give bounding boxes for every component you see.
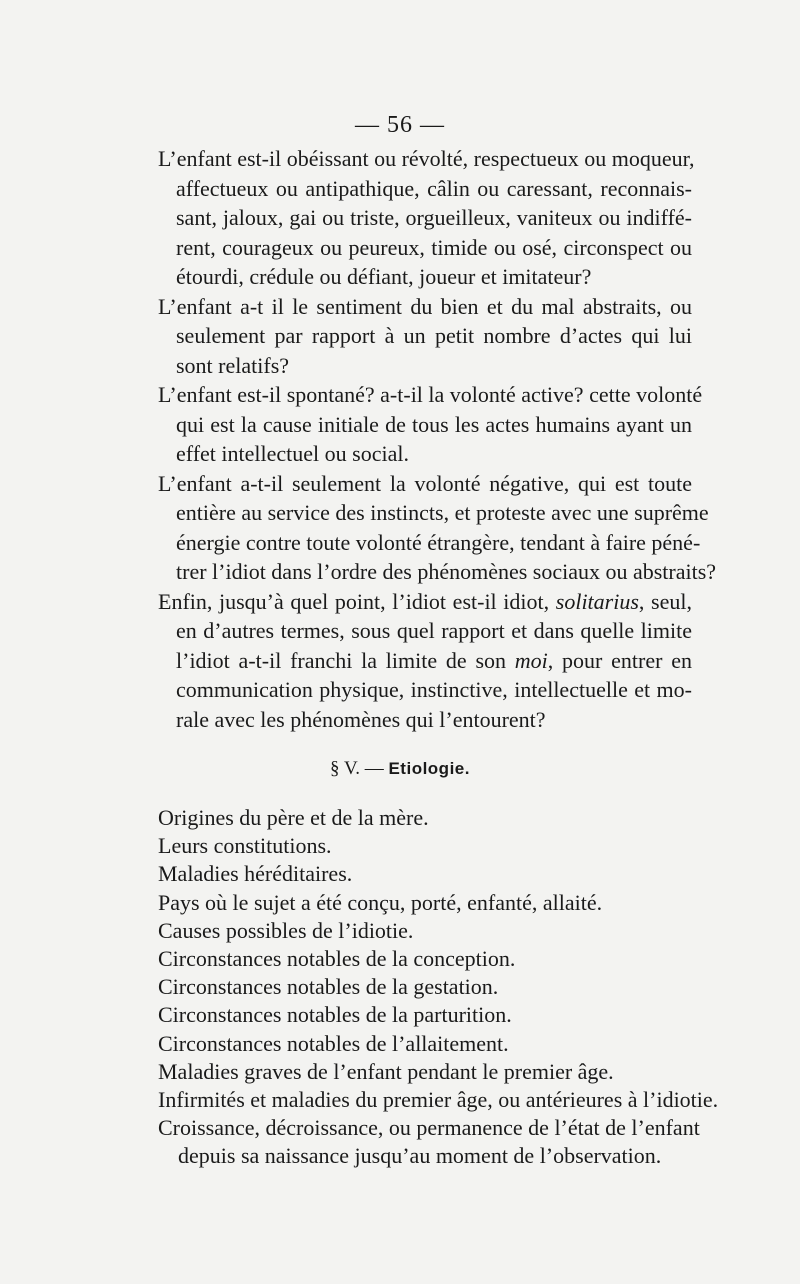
text-line: effet intellectuel ou social. — [176, 441, 409, 466]
paragraph — [158, 469, 717, 587]
text-line: étourdi, crédule ou défiant, joueur et imitateur? — [176, 264, 592, 289]
text-line: sant, jaloux, gai ou triste, orgueilleux, vaniteux ou indiffé- — [176, 205, 692, 230]
section-title: Etiologie. — [388, 759, 470, 778]
italic-word: moi — [514, 647, 548, 673]
text-line: rent, courageux ou peureux, timide ou osé, circonspect ou — [176, 234, 692, 260]
list-item: Causes possibles de l’idiotie. — [158, 917, 414, 943]
paragraph — [158, 380, 703, 469]
text-line: L’enfant a-t-il seulement la volonté négative, qui est toute — [158, 470, 692, 496]
list-item: Croissance, décroissance, ou permanence de l’état de l’enfant — [158, 1115, 700, 1141]
text-line: L’enfant est-il obéissant ou révolté, respectueux ou moqueur, — [158, 146, 695, 171]
text-line — [158, 587, 692, 617]
list-item: Circonstances notables de la gestation. — [158, 974, 499, 1000]
text-line: qui est la cause initiale de tous les actes humains ayant un — [176, 411, 692, 437]
text-line: rale avec les phénomènes qui l’entourent? — [176, 706, 546, 732]
list-item: Maladies héréditaires. — [158, 861, 353, 887]
list-item: Pays où le sujet a été conçu, porté, enfanté, allaité. — [158, 889, 603, 915]
text-line: en d’autres termes, sous quel rapport et dans quelle limite — [176, 618, 692, 643]
text-segment: , seul, — [638, 588, 692, 614]
list-item: Maladies graves de l’enfant pendant le premier âge. — [158, 1058, 614, 1084]
paragraph — [158, 144, 695, 292]
paragraph — [158, 587, 692, 735]
list-item: depuis sa naissance jusqu’au moment de l’observation. — [178, 1143, 662, 1169]
text-line: communication physique, instinctive, intellectuelle et mo- — [176, 677, 692, 702]
section-heading — [0, 758, 800, 780]
list-item: Circonstances notables de la parturition. — [158, 1002, 512, 1028]
text-line: L’enfant a-t il le sentiment du bien et du mal abstraits, ou — [158, 293, 692, 319]
text-line: affectueux ou antipathique, câlin ou caressant, reconnais- — [176, 175, 692, 201]
list-item: Infirmités et maladies du premier âge, ou antérieures à l’idiotie. — [158, 1087, 719, 1113]
list-item: Origines du père et de la mère. — [158, 805, 429, 830]
list-item: Circonstances notables de la conception. — [158, 946, 516, 972]
page-number: — 56 — — [355, 112, 445, 138]
text-line: seulement par rapport à un petit nombre d’actes qui lui — [176, 323, 692, 348]
text-segment: , pour entrer en — [547, 647, 692, 673]
text-line: énergie contre toute volonté étrangère, tendant à faire péné- — [176, 529, 701, 555]
italic-word: solitarius — [555, 588, 639, 614]
section-mark: § V. — — [330, 758, 384, 779]
list-item: Leurs constitutions. — [158, 833, 332, 859]
text-line: trer l’idiot dans l’ordre des phénomènes sociaux ou abstraits? — [176, 559, 717, 584]
body-text — [158, 144, 717, 734]
text-line: entière au service des instincts, et proteste avec une suprême — [176, 500, 709, 525]
etiology-list — [158, 804, 719, 1171]
list-item: Circonstances notables de l’allaitement. — [158, 1030, 509, 1056]
text-segment: Enfin, jusqu’à quel point, l’idiot est-il idiot, — [158, 588, 556, 614]
text-line: L’enfant est-il spontané? a-t-il la volonté active? cette volonté — [158, 382, 703, 407]
text-line: sont relatifs? — [176, 352, 290, 378]
text-segment: l’idiot a-t-il franchi la limite de son — [176, 647, 515, 673]
text-line — [158, 646, 692, 676]
paragraph — [158, 292, 692, 381]
